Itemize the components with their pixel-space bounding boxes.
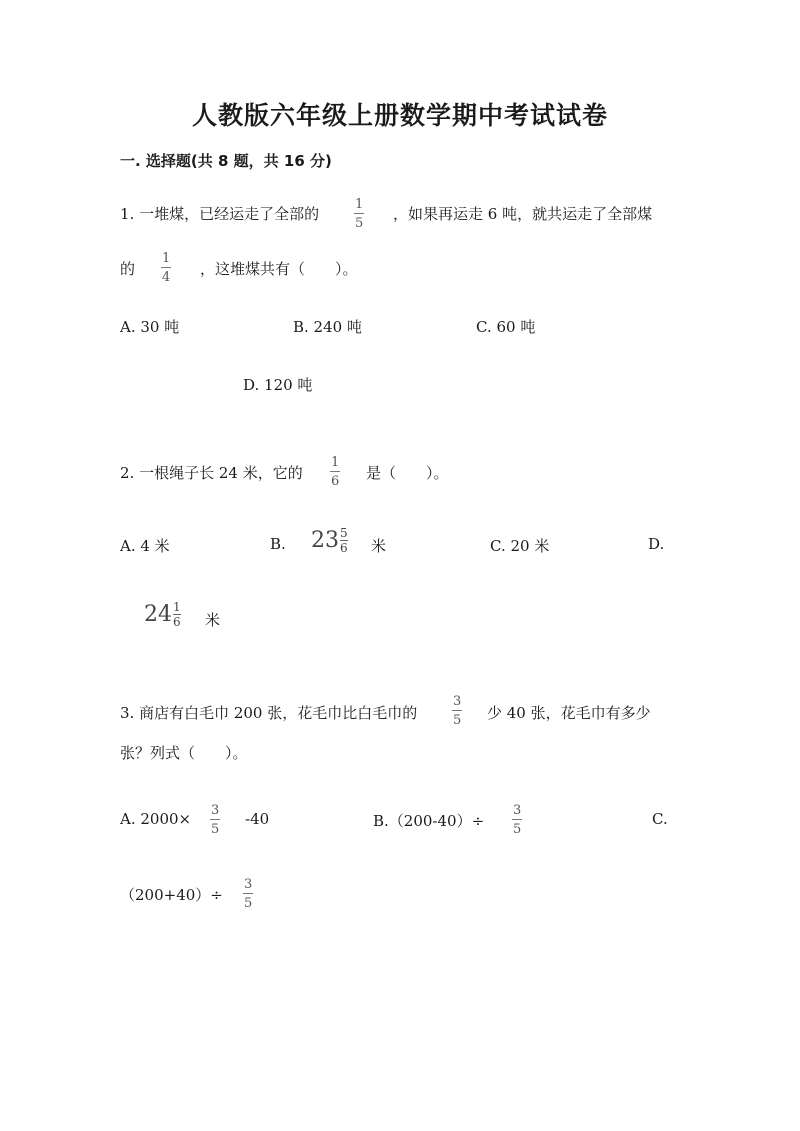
mixed-number: 23 5 6: [311, 526, 348, 555]
section-heading: 一. 选择题(共 8 题，共 16 分): [120, 152, 332, 170]
fraction: 1 4: [162, 251, 171, 285]
page-title: 人教版六年级上册数学期中考试试卷: [191, 101, 608, 130]
option-d-label: D.: [648, 535, 665, 553]
question-text: ，如果再运走 6 吨，就共运走了全部煤: [393, 205, 653, 223]
option-c: （200+40）÷: [120, 886, 223, 904]
question-text: 张？列式（ ）。: [120, 744, 248, 762]
question-text: 是（ ）。: [366, 464, 449, 482]
option-d-unit: 米: [205, 611, 221, 629]
option-b: B. 240 吨: [293, 318, 362, 336]
option-c: C. 20 米: [490, 537, 550, 555]
option-b-unit: 米: [371, 537, 387, 555]
question-text: ，这堆煤共有（ ）。: [200, 260, 358, 278]
fraction: 3 5: [211, 803, 220, 837]
question-text: 的: [120, 260, 136, 278]
option-d: D. 120 吨: [243, 376, 313, 394]
question-text: 1. 一堆煤，已经运走了全部的: [120, 205, 320, 223]
option-b: B.（200-40）÷: [373, 812, 485, 830]
option-c: C. 60 吨: [476, 318, 536, 336]
option-a: A. 2000×: [120, 810, 192, 828]
option-a-suffix: -40: [245, 810, 270, 828]
fraction: 3 5: [453, 694, 462, 728]
fraction: 1 5: [355, 197, 364, 231]
question-text: 3. 商店有白毛巾 200 张，花毛巾比白毛巾的: [120, 704, 418, 722]
option-b-label: B.: [270, 535, 286, 553]
fraction: 3 5: [513, 803, 522, 837]
fraction: 1 6: [331, 455, 340, 489]
option-a: A. 4 米: [120, 537, 170, 555]
option-c-label: C.: [652, 810, 668, 828]
mixed-number: 24 1 6: [144, 600, 181, 629]
option-a: A. 30 吨: [120, 318, 180, 336]
question-text: 2. 一根绳子长 24 米，它的: [120, 464, 303, 482]
question-text: 少 40 张，花毛巾有多少: [487, 704, 651, 722]
fraction: 3 5: [244, 877, 253, 911]
